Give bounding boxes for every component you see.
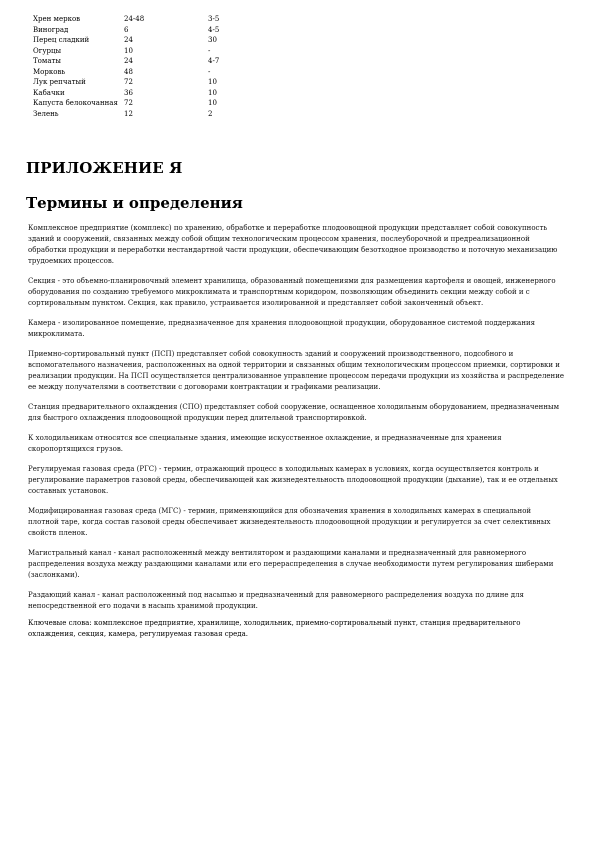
table-cell: Кабачки — [33, 88, 65, 97]
table-cell: 10 — [208, 88, 217, 97]
table-cell: 48 — [124, 67, 133, 76]
table-cell: 2 — [208, 109, 213, 118]
definition-paragraph: Раздающий канал - канал расположенный под насыпью и предназначенный для равномерного распределения воздуха по длине для непосредственной его подачи в насыпь хранимой продукции. — [28, 591, 524, 610]
table-row — [33, 25, 248, 36]
table-cell: Огурцы — [33, 46, 62, 55]
table-cell: 24 — [124, 36, 133, 44]
table-row — [33, 98, 248, 109]
table-cell: Перец сладкий — [33, 36, 90, 44]
definition-paragraph: Приемно-сортировальный пункт (ПСП) представляет собой совокупность зданий и сооружений производственного, подсобного и вспомогательного назначения, расположенных на одной территории и связанных общим технологическим процессом приемки, сортировки и реализации продукции. На ПСП осуществляется централизованное управление процессом передачи продукции из хозяйства и распределение ее между получателями в соответствии с договорами контрактации и графиками реализации. — [28, 350, 565, 391]
table-cell: 4-7 — [208, 57, 220, 65]
table-cell: 6 — [124, 25, 129, 34]
table-cell: 36 — [124, 88, 133, 97]
table-row — [33, 14, 248, 25]
definition-paragraph: Станция предварительного охлаждения (СПО) представляет собой сооружение, оснащенное холодильным оборудованием, предназначенным для быстрого охлаждения плодоовощной продукции перед длительной транспортировкой. — [28, 403, 560, 422]
definition-paragraph: Регулируемая газовая среда (РГС) - термин, отражающий процесс в холодильных камерах в условиях, когда осуществляется контроль и регулирование параметров газовой среды, обеспечивающей как жизнедеятельность плодоовощной продукции (дыхание), так и ее отдельных составных установок. — [28, 465, 558, 495]
table-cell: Капуста белокочанная — [33, 99, 118, 107]
table-cell: Лук репчатый — [33, 78, 86, 86]
table-cell: 24 — [124, 57, 133, 65]
table-cell: 4-5 — [208, 25, 220, 34]
definition-paragraph: К холодильникам относятся все специальные здания, имеющие искусственное охлаждение, и предназначенные для хранения скоропортящихся грузов. — [28, 434, 502, 453]
table-cell: 10 — [208, 78, 217, 86]
table-cell: Хрен мерков — [33, 15, 81, 23]
table-cell: Морковь — [33, 67, 66, 76]
definition-paragraph: Комплексное предприятие (комплекс) по хранению, обработке и переработке плодоовощной продукции представляет собой совокупность зданий и сооружений, связанных между собой общим технологическим процессом хранения, послеуборочной и предреализационной обработки продукции и переработки нестандартной части продукции, обеспечивающим безотходное производство и поточную механизацию трудоемких процессов. — [28, 224, 558, 265]
table-cell: 24-48 — [124, 15, 145, 23]
section-title: Термины и определения — [26, 194, 243, 212]
definition-paragraph: Магистральный канал - канал расположенный между вентилятором и раздающими каналами и предназначенный для равномерного распределения воздуха между раздающими каналами или его перераспределения в случае необходимости путем регулирования шиберами (заслонками). — [28, 549, 554, 579]
table-row — [33, 88, 248, 99]
table-row — [33, 56, 248, 67]
definitions-list — [28, 223, 564, 621]
definition-paragraph: Камера - изолированное помещение, предназначенное для хранения плодоовощной продукции, оборудованное системой поддержания микроклимата. — [28, 319, 536, 338]
table-cell: - — [208, 67, 211, 76]
table-cell: Томаты — [33, 57, 61, 65]
table-cell: 10 — [124, 46, 133, 55]
table-cell: - — [208, 46, 211, 55]
table-cell: 72 — [124, 99, 133, 107]
table-row — [33, 35, 248, 46]
table-cell: 10 — [208, 99, 217, 107]
table-row — [33, 77, 248, 88]
table-cell: 12 — [124, 109, 133, 118]
table-row — [33, 109, 248, 120]
table-cell: Виноград — [33, 25, 69, 34]
table-cell: 72 — [124, 78, 133, 86]
definition-paragraph: Модифицированная газовая среда (МГС) - термин, применяющийся для обозначения хранения в холодильных камерах в специальной плотной таре, когда состав газовой среды обеспечивает жизнедеятельность плодоовощной продукции и регулируется за счет селективных свойств пленок. — [28, 507, 551, 537]
appendix-title: ПРИЛОЖЕНИЕ Я — [26, 159, 183, 177]
table-cell: 30 — [208, 36, 217, 44]
table-cell: 3-5 — [208, 15, 220, 23]
table-row — [33, 46, 248, 57]
storage-table — [33, 14, 248, 119]
table-cell: Зелень — [33, 109, 59, 118]
table-row — [33, 67, 248, 78]
keywords-paragraph: Ключевые слова: комплексное предприятие, хранилище, холодильник, приемно-сортировальный пункт, станция предварительного охлаждения, секция, камера, регулируемая газовая среда. — [28, 619, 521, 638]
definition-paragraph: Секция - это объемно-планировочный элемент хранилища, образованный помещениями для размещения картофеля и овощей, инженерного оборудования по созданию требуемого микроклимата и транспортным коридором, позволяющим объединить секции между собой и с сортировальным пунктом. Секция, как правило, устраивается изолированной и представляет собой законченный объект. — [28, 277, 556, 307]
